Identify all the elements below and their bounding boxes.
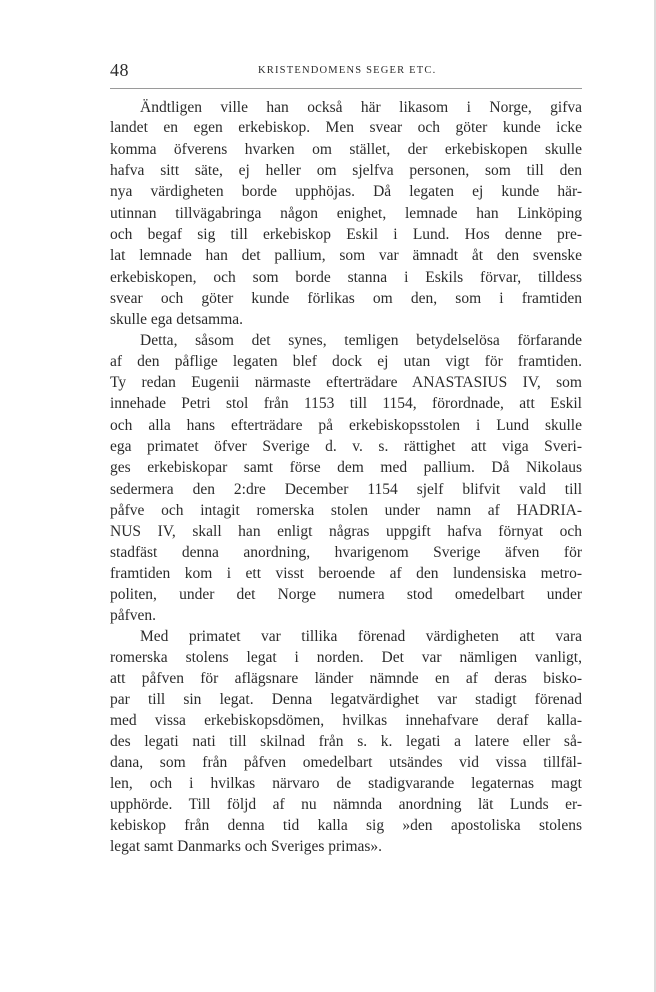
text-line: len, och i hvilkas närvaro de stadigvarande legaternas magt <box>110 775 582 792</box>
text-line: politen, under det Norge numera stod omedelbart under <box>110 586 582 603</box>
text-line: med vissa erkebiskopsdömen, hvilkas innehafvare deraf kalla- <box>110 712 582 729</box>
text-line: innehade Petri stol från 1153 till 1154, förordnade, att Eskil <box>110 395 582 412</box>
text-line: svear och göter kunde förlikas om den, som i framtiden <box>110 290 582 307</box>
text-line: Med primatet var tillika förenad värdigheten att vara <box>140 628 582 645</box>
running-head: KRISTENDOMENS SEGER ETC. <box>258 65 437 76</box>
text-line: ges erkebiskopar samt förse dem med pallium. Då Nikolaus <box>110 459 582 476</box>
text-line: kebiskop från denna tid kalla sig »den apostoliska stolens <box>110 817 582 834</box>
text-line: nya värdigheten borde upphöjas. Då legaten ej kunde här- <box>110 183 582 200</box>
text-line: Ändtligen ville han också här likasom i Norge, gifva <box>140 99 582 116</box>
text-line: dana, som från påfven omedelbart utsändes vid vissa tillfäl- <box>110 754 582 771</box>
page-number: 48 <box>110 60 129 80</box>
text-line: utinnan tillvägabringa någon enighet, lemnade han Linköping <box>110 205 582 222</box>
text-line: komma öfverens hvarken om stället, der erkebiskopen skulle <box>110 141 582 158</box>
text-line: par till sin legat. Denna legatvärdighet var stadigt förenad <box>110 691 582 708</box>
header-rule <box>110 88 582 89</box>
text-line: landet en egen erkebiskop. Men svear och göter kunde icke <box>110 119 582 136</box>
text-line: framtiden kom i ett visst beroende af den lundensiska metro- <box>110 565 582 582</box>
text-line: och alla hans efterträdare på erkebiskopsstolen i Lund skulle <box>110 417 582 434</box>
text-line: romerska stolens legat i norden. Det var nämligen vanligt, <box>110 649 582 666</box>
text-line: erkebiskopen, och som borde stanna i Eskils förvar, tilldess <box>110 269 582 286</box>
text-line: påfve och intagit romerska stolen under namn af HADRIA- <box>110 502 582 519</box>
text-line: ega primatet öfver Sverige d. v. s. rättighet att viga Sveri- <box>110 438 582 455</box>
text-line: och begaf sig till erkebiskop Eskil i Lund. Hos denne pre- <box>110 226 582 243</box>
text-line: hafva sitt säte, ej heller om sjelfva personen, som till den <box>110 162 582 179</box>
text-line: lat lemnade han det pallium, som var ämnadt åt den svenske <box>110 247 582 264</box>
text-line: des legati nati till skilnad från s. k. legati a latere eller så- <box>110 733 582 750</box>
text-line: NUS IV, skall han enligt någras uppgift hafva förnyat och <box>110 523 582 540</box>
page-header <box>110 60 582 84</box>
text-line: legat samt Danmarks och Sveriges primas». <box>110 838 383 855</box>
text-line: att påfven för aflägsnare länder nämnde en af deras bisko- <box>110 670 582 687</box>
text-line: Ty redan Eugenii närmaste efterträdare ANASTASIUS IV, som <box>110 374 582 391</box>
text-line: af den påflige legaten blef dock ej utan vigt för framtiden. <box>110 353 582 370</box>
text-line: påfven. <box>110 607 157 624</box>
text-line: sedermera den 2:dre December 1154 sjelf blifvit vald till <box>110 481 582 498</box>
text-line: skulle ega detsamma. <box>110 311 243 328</box>
text-line: stadfäst denna anordning, hvarigenom Sverige äfven för <box>110 544 582 561</box>
text-line: Detta, såsom det synes, temligen betydelselösa förfarande <box>140 332 582 349</box>
text-line: upphörde. Till följd af nu nämnda anordning lät Lunds er- <box>110 796 582 813</box>
